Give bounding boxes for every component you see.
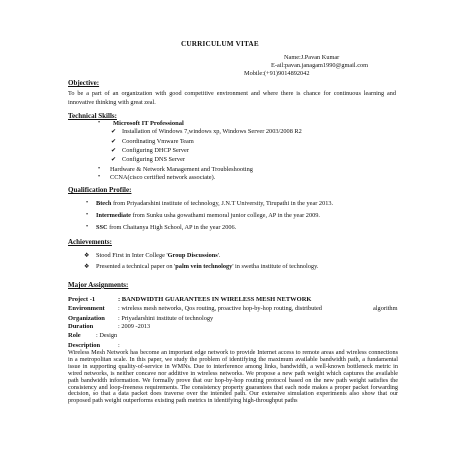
description-colon: : — [118, 342, 120, 349]
bullet-icon: • — [98, 166, 101, 172]
role-value: : Design — [96, 332, 118, 339]
skill-main: Microsoft IT Professional — [113, 120, 184, 127]
check-icon: ✔ — [111, 157, 117, 163]
candidate-mobile: Mobile:(+91)9014892042 — [244, 70, 310, 77]
page-title: CURRICULUM VITAE — [181, 40, 259, 48]
skill-sub-item: Configuring DNS Server — [122, 156, 185, 163]
environment-extra: algorithm — [373, 305, 398, 312]
skill-item: CCNA(cisco certified network associate). — [110, 174, 216, 181]
technical-skills-heading: Technical Skills: — [68, 112, 117, 120]
check-icon: ✔ — [111, 139, 117, 145]
organization-value: : Priyadarshini institute of technology — [118, 315, 214, 322]
bullet-icon: • — [86, 212, 89, 218]
organization-label: Organization — [68, 315, 105, 322]
diamond-icon: ❖ — [84, 253, 90, 259]
achievements-heading: Achievements: — [68, 238, 112, 246]
description-text: Wireless Mesh Network has become an important edge network to provide Internet access to remote areas and wireless connections in a metropolitan scale. In this paper, we study the problem of identifying the maximum available bandwidth path, a fundamental issue in supporting quality-of-service in WMNs. Due to interference among links, bandwidth, a well-known bottleneck metric in wired networks, is neither concave nor additive in wireless networks. We propose a new path weight which captures the available path bandwidth information. We formally prove that our hop-by-hop routing protocol based on the new path weight satisfies the consistency and loop-freeness requirements. The consistency property guarantees that each node makes a proper packet forwarding decision, so that a data packet does traverse over the intended path. Our extensive simulation experiments also show that our proposed path weight outperforms existing path metrics in identifying high-throughput paths — [68, 349, 398, 405]
bullet-icon: • — [98, 120, 101, 126]
description-label: Description — [68, 342, 101, 349]
skill-item: Hardware & Network Management and Troubleshooting — [110, 166, 253, 173]
objective-text: To be a part of an organization with good competitive environment and where there is chance for continuous learning and innovative thinking with great zeal. — [68, 90, 396, 106]
duration-label: Duration — [68, 323, 94, 330]
bullet-icon: • — [86, 224, 89, 230]
objective-heading: Objective: — [68, 79, 100, 87]
bullet-icon: • — [86, 200, 89, 206]
duration-value: : 2009 -2013 — [118, 323, 151, 330]
environment-value: : wireless mesh networks, Qos routing, proactive hop-by-hop routing, distributed — [118, 305, 322, 312]
diamond-icon: ❖ — [84, 264, 90, 270]
bullet-icon: • — [98, 174, 101, 180]
candidate-name: Name:J.Pavan Kumar — [284, 54, 340, 61]
project-title: : BANDWIDTH GUARANTEES IN WIRELESS MESH NETWORK — [118, 296, 312, 303]
check-icon: ✔ — [111, 129, 117, 135]
role-label: Role — [68, 332, 81, 339]
project-label: Project -1 — [68, 296, 96, 303]
skill-sub-item: Configuring DHCP Server — [122, 147, 189, 154]
qualification-heading: Qualification Profile: — [68, 186, 132, 194]
qualification-item: Btech from Priyadarshini institute of technology, J.N.T University, Tirupathi in the year 2013. — [96, 200, 334, 207]
major-assignments-heading: Major Assignments: — [68, 281, 129, 289]
candidate-email: E-ail:pavan.janagam1990@gmail.com — [271, 62, 369, 69]
environment-label: Environment — [68, 305, 105, 312]
check-icon: ✔ — [111, 148, 117, 154]
achievement-item: Presented a technical paper on 'palm vein technology' in swetha institute of technology. — [96, 263, 319, 270]
skill-sub-item: Coordinating Vmware Team — [122, 138, 194, 145]
achievement-item: Stood First in Inter College 'Group Discussions'. — [96, 252, 221, 259]
skill-sub-item: Installation of Windows 7,windows xp, Windows Server 2003/2008 R2 — [122, 128, 302, 135]
qualification-item: SSC from Chaitanya High School, AP in the year 2006. — [96, 224, 237, 231]
qualification-item: Intermediate from Sunku usha gowathami memoral junior college, AP in the year 2009. — [96, 212, 320, 219]
